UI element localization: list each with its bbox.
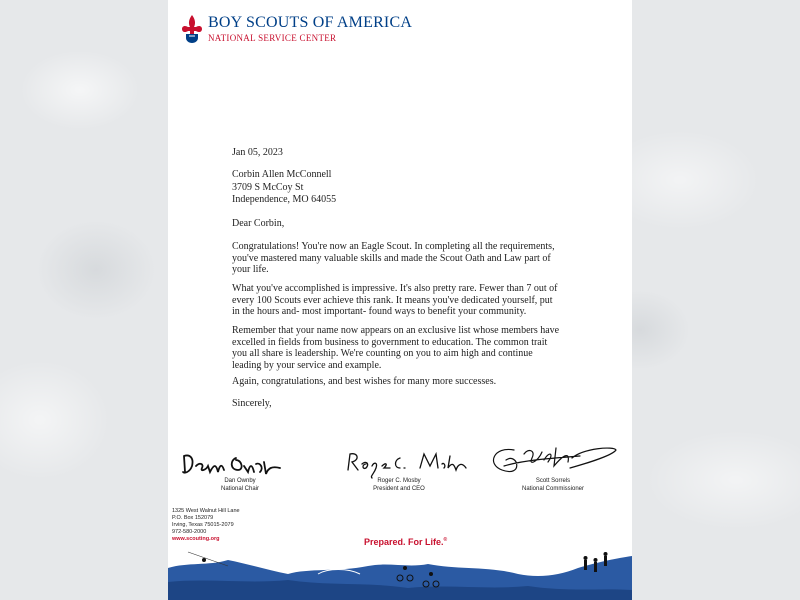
fleur-de-lis-icon <box>180 14 204 44</box>
signature-roger-mosby <box>340 448 470 480</box>
footer-address-line-2: P.O. Box 152079 <box>172 515 214 521</box>
footer-address-line-3: Irving, Texas 75015-2079 <box>172 522 234 528</box>
org-subtitle: NATIONAL SERVICE CENTER <box>208 33 337 43</box>
recipient-name: Corbin Allen McConnell <box>232 169 332 180</box>
signatory-title-2: President and CEO <box>373 486 425 492</box>
footer-phone: 972-580-2000 <box>172 529 207 535</box>
letter-page <box>168 0 632 600</box>
recipient-address <box>232 169 562 207</box>
greeting: Dear Corbin, <box>232 218 285 229</box>
closing: Sincerely, <box>232 398 272 409</box>
signatory-name-3: Scott Sorrels <box>535 478 571 484</box>
paragraph-2: What you've accomplished is impressive. It's also pretty rare. Fewer than 7 out of every 100 Scouts ever achieve this rank. It means you've dedicated yourself, put in the hours and- most important- found ways to benefit your community. <box>232 283 558 317</box>
footer-website-link[interactable]: www.scouting.org <box>172 536 220 542</box>
recipient-street: 3709 S McCoy St <box>232 181 304 193</box>
signature-dan-ownby <box>180 450 290 480</box>
signatory-name-2: Roger C. Mosby <box>377 478 421 484</box>
tagline <box>364 537 447 547</box>
footer-address-line-1: 1325 West Walnut Hill Lane <box>172 508 240 514</box>
tagline-text: Prepared. For Life. <box>364 537 444 547</box>
signatory-name-1: Dan Ownby <box>224 478 256 484</box>
paragraph-4: Again, congratulations, and best wishes for many more successes. <box>232 376 497 387</box>
footer-address <box>172 508 240 543</box>
paragraph-3: Remember that your name now appears on an exclusive list whose members have excelled in fields from business to government to education. The common trait you all share is leadership. We're counting on you to aim high and continue leading by your service and example. <box>232 325 560 371</box>
org-name: BOY SCOUTS OF AMERICA <box>208 14 413 31</box>
signatory-title-1: National Chair <box>220 486 260 492</box>
recipient-city: Independence, MO 64055 <box>232 194 337 205</box>
tagline-registered-mark: ® <box>443 537 448 543</box>
letter-date: Jan 05, 2023 <box>232 147 283 158</box>
outdoor-scene-illustration <box>168 548 632 600</box>
paragraph-1: Congratulations! You're now an Eagle Scout. In completing all the requirements, you've mastered many valuable skills and made the Scout Oath and Law part of your life. <box>232 241 555 275</box>
signatory-title-3: National Commissioner <box>521 486 585 492</box>
